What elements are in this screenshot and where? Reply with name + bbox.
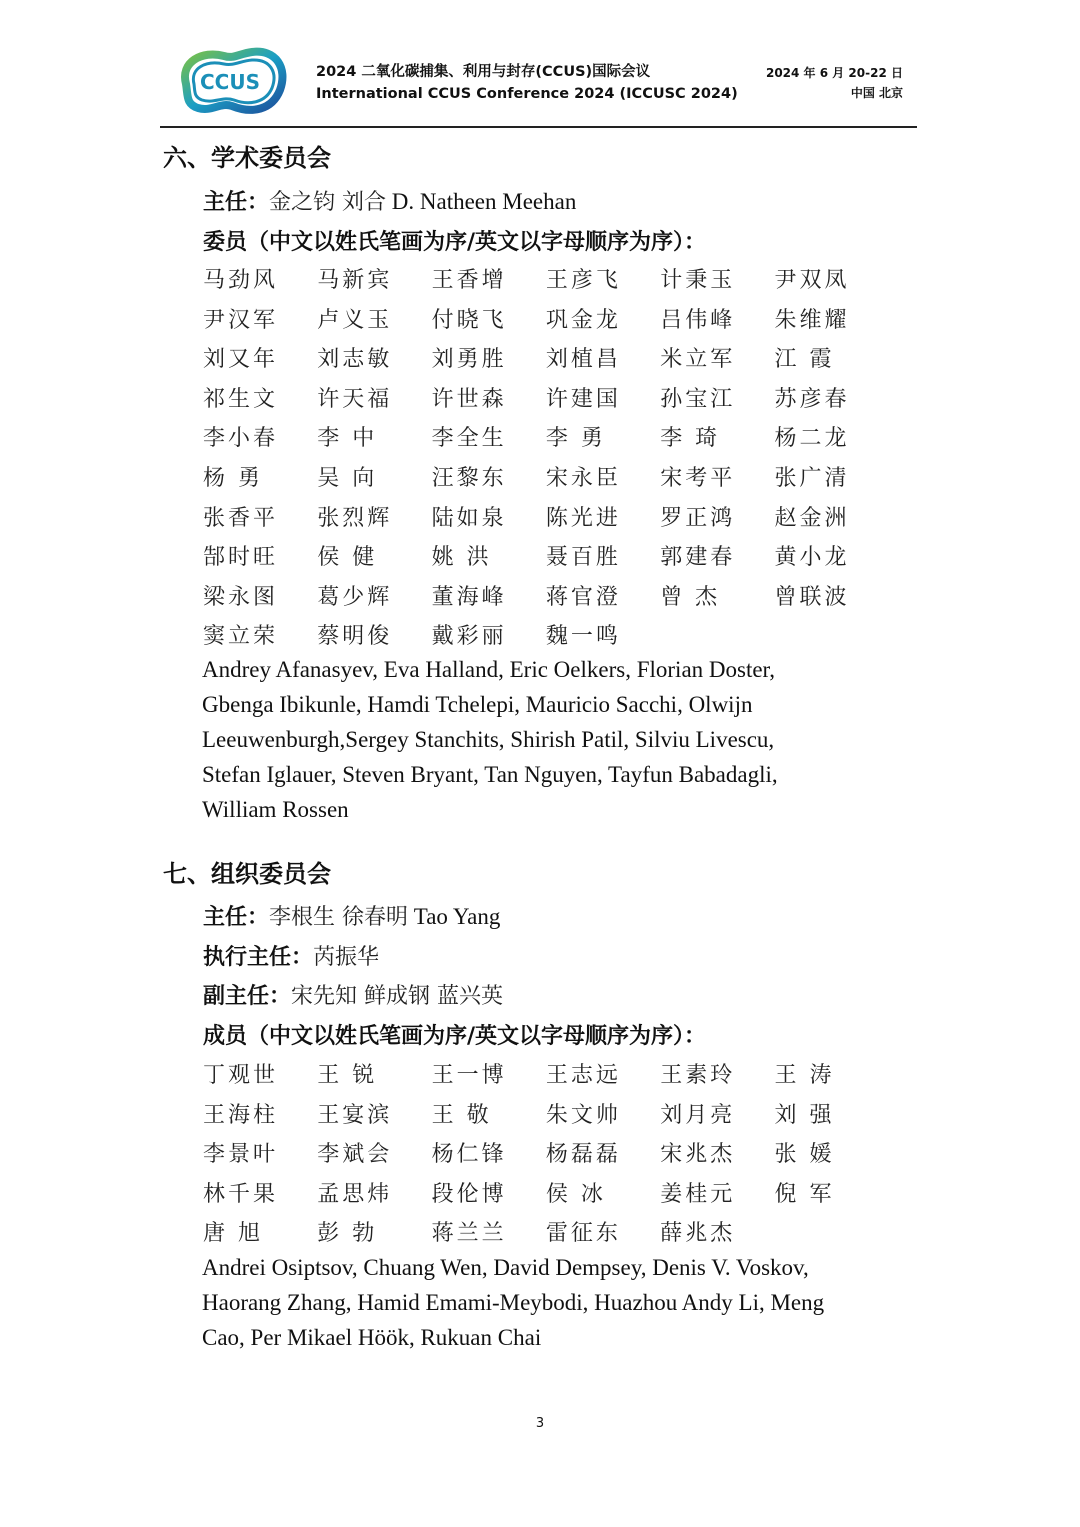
academic-member-name: 尹汉军 <box>203 307 279 333</box>
academic-member-name: 王彦飞 <box>545 268 621 293</box>
organizing-chair-label: 主任： <box>203 905 270 930</box>
academic-member-name: 戴彩丽 <box>431 624 507 650</box>
academic-member-name: 许建国 <box>545 386 621 412</box>
academic-member-name: 刘又年 <box>203 347 279 373</box>
academic-member-name: 葛少辉 <box>317 584 393 610</box>
ccus-logo <box>172 44 290 118</box>
organizing-member-name: 倪 军 <box>774 1181 835 1207</box>
academic-member-name: 马劲风 <box>203 268 279 293</box>
academic-member-name: 赵金洲 <box>774 505 850 531</box>
conference-place: 中国 北京 <box>850 86 903 100</box>
academic-member-name: 梁永图 <box>203 584 279 610</box>
academic-member-name: 米立军 <box>660 347 736 373</box>
organizing-member-name: 王 锐 <box>317 1063 378 1088</box>
organizing-member-name: 姜桂元 <box>660 1181 736 1207</box>
organizing-member-name: 彭 勃 <box>317 1221 378 1247</box>
organizing-member-name: 段伦博 <box>431 1181 507 1207</box>
academic-chair-label: 主任： <box>203 190 270 215</box>
organizing-member-name: 杨仁锋 <box>431 1142 507 1168</box>
organizing-member-name: 张 媛 <box>774 1142 835 1168</box>
logo-text: CCUS <box>200 70 260 94</box>
academic-member-name: 王香增 <box>431 268 507 293</box>
academic-member-name: 陈光进 <box>545 505 621 531</box>
organizing-member-name: 李斌会 <box>317 1142 393 1168</box>
academic-member-name: 杨 勇 <box>203 466 263 491</box>
organizing-chair-en: Tao Yang <box>413 904 501 929</box>
organizing-english-line: Cao, Per Mikael Höök, Rukuan Chai <box>202 1325 542 1350</box>
academic-member-name: 许天福 <box>317 386 393 412</box>
academic-member-name: 罗正鸿 <box>660 505 736 531</box>
organizing-member-name: 王宴滨 <box>317 1102 393 1128</box>
organizing-member-name: 杨磊磊 <box>545 1142 621 1168</box>
academic-member-name: 刘勇胜 <box>431 347 507 373</box>
academic-committee-heading: 六、学术委员会 <box>163 144 331 172</box>
organizing-member-name: 丁观世 <box>203 1063 279 1088</box>
organizing-member-name: 王 敬 <box>431 1102 492 1128</box>
academic-member-name: 黄小龙 <box>774 545 850 571</box>
organizing-chair-line <box>203 900 500 931</box>
academic-member-name: 付晓飞 <box>431 307 507 333</box>
academic-member-name: 尹双凤 <box>774 268 850 293</box>
academic-member-name: 张烈辉 <box>317 505 393 531</box>
academic-member-name: 杨二龙 <box>774 426 850 452</box>
organizing-vice-label: 副主任： <box>203 984 292 1009</box>
academic-member-name: 窦立荣 <box>203 624 279 650</box>
academic-member-name: 侯 健 <box>317 545 378 571</box>
organizing-member-name: 唐 旭 <box>203 1221 263 1247</box>
academic-member-name: 李 琦 <box>660 426 721 452</box>
academic-member-name: 姚 洪 <box>431 545 492 571</box>
academic-chair-line <box>203 185 576 216</box>
organizing-vice-line <box>203 979 503 1010</box>
academic-member-name: 江 霞 <box>774 347 835 373</box>
organizing-english-line: Andrei Osiptsov, Chuang Wen, David Dempsey, Denis V. Voskov, <box>202 1255 809 1280</box>
page-number: 3 <box>535 1416 545 1431</box>
header-divider <box>160 126 917 128</box>
document-header <box>160 40 917 128</box>
academic-member-name: 刘植昌 <box>545 347 621 373</box>
organizing-member-name: 李景叶 <box>203 1142 279 1168</box>
organizing-member-name: 林千果 <box>203 1181 279 1207</box>
academic-member-name: 蒋官澄 <box>545 584 621 610</box>
academic-member-name: 朱维耀 <box>774 307 850 333</box>
academic-member-name: 魏一鸣 <box>545 624 621 650</box>
academic-member-name: 郭建春 <box>660 545 736 571</box>
academic-member-name: 陆如泉 <box>431 505 507 531</box>
academic-english-line: Stefan Iglauer, Steven Bryant, Tan Nguyen, Tayfun Babadagli, <box>202 762 778 787</box>
academic-member-name: 张广清 <box>774 466 850 491</box>
academic-member-name: 宋永臣 <box>545 466 621 491</box>
academic-member-name: 汪黎东 <box>431 466 507 491</box>
organizing-member-name: 孟思炜 <box>317 1181 393 1207</box>
academic-member-name: 吕伟峰 <box>660 307 736 333</box>
academic-member-name: 卢义玉 <box>317 307 393 333</box>
academic-member-name: 巩金龙 <box>545 307 621 333</box>
academic-chair-en: D. Natheen Meehan <box>391 189 577 214</box>
academic-member-name: 马新宾 <box>317 268 393 293</box>
organizing-member-name: 刘月亮 <box>660 1102 736 1128</box>
conference-title-en: International CCUS Conference 2024 (ICCUSC 2024) <box>316 86 738 102</box>
academic-member-name: 李 中 <box>317 426 378 452</box>
academic-member-name: 宋考平 <box>660 466 736 491</box>
academic-member-name: 计秉玉 <box>660 268 736 293</box>
academic-member-name: 吴 向 <box>317 466 378 491</box>
organizing-member-name: 蒋兰兰 <box>431 1221 507 1247</box>
academic-member-name: 董海峰 <box>431 584 507 610</box>
academic-english-line: Gbenga Ibikunle, Hamdi Tchelepi, Mauricio Sacchi, Olwijn <box>202 692 753 717</box>
academic-chair-cn: 金之钧 刘合 <box>269 190 387 215</box>
organizing-member-name: 王 涛 <box>774 1063 835 1088</box>
organizing-exec-line <box>203 940 379 971</box>
academic-member-name: 苏彦春 <box>774 386 850 412</box>
academic-english-line: Andrey Afanasyev, Eva Halland, Eric Oelkers, Florian Doster, <box>202 657 776 682</box>
conference-title-cn: 2024 二氧化碳捕集、利用与封存(CCUS)国际会议 <box>316 64 651 80</box>
organizing-committee-heading: 七、组织委员会 <box>163 860 331 888</box>
organizing-members-label: 成员（中文以姓氏笔画为序/英文以字母顺序为序）： <box>203 1024 707 1049</box>
organizing-member-name: 王素玲 <box>660 1063 736 1088</box>
academic-members-label: 委员（中文以姓氏笔画为序/英文以字母顺序为序）： <box>203 230 707 255</box>
organizing-exec-value: 芮振华 <box>313 945 380 970</box>
academic-member-name: 曾联波 <box>774 584 850 610</box>
organizing-member-name: 宋兆杰 <box>660 1142 736 1168</box>
organizing-member-name: 薛兆杰 <box>660 1221 736 1247</box>
conference-date: 2024 年 6 月 20-22 日 <box>765 66 903 80</box>
academic-member-name: 蔡明俊 <box>317 624 393 650</box>
academic-member-name: 许世森 <box>431 386 507 412</box>
organizing-member-name: 王一博 <box>431 1063 507 1088</box>
academic-member-name: 张香平 <box>203 505 279 531</box>
organizing-member-name: 侯 冰 <box>545 1181 606 1207</box>
organizing-english-line: Haorang Zhang, Hamid Emami-Meybodi, Huazhou Andy Li, Meng <box>202 1290 825 1315</box>
academic-member-name: 曾 杰 <box>660 584 721 610</box>
academic-member-name: 孙宝江 <box>660 386 736 412</box>
organizing-chair-cn: 李根生 徐春明 <box>269 905 409 930</box>
organizing-exec-label: 执行主任： <box>203 945 314 970</box>
academic-member-name: 刘志敏 <box>317 347 393 373</box>
academic-member-name: 李 勇 <box>545 426 606 452</box>
organizing-vice-value: 宋先知 鲜成钢 蓝兴英 <box>291 984 504 1009</box>
academic-member-name: 郜时旺 <box>203 545 279 571</box>
academic-member-name: 李小春 <box>203 426 279 452</box>
organizing-member-name: 王志远 <box>545 1063 621 1088</box>
organizing-member-name: 雷征东 <box>545 1221 621 1247</box>
organizing-member-name: 刘 强 <box>774 1102 835 1128</box>
academic-member-name: 李全生 <box>431 426 507 452</box>
academic-member-name: 聂百胜 <box>545 545 621 571</box>
academic-english-line: William Rossen <box>202 797 349 822</box>
organizing-member-name: 朱文帅 <box>545 1102 621 1128</box>
academic-member-name: 祁生文 <box>203 386 279 412</box>
organizing-member-name: 王海柱 <box>203 1102 279 1128</box>
academic-english-line: Leeuwenburgh,Sergey Stanchits, Shirish Patil, Silviu Livescu, <box>202 727 775 752</box>
